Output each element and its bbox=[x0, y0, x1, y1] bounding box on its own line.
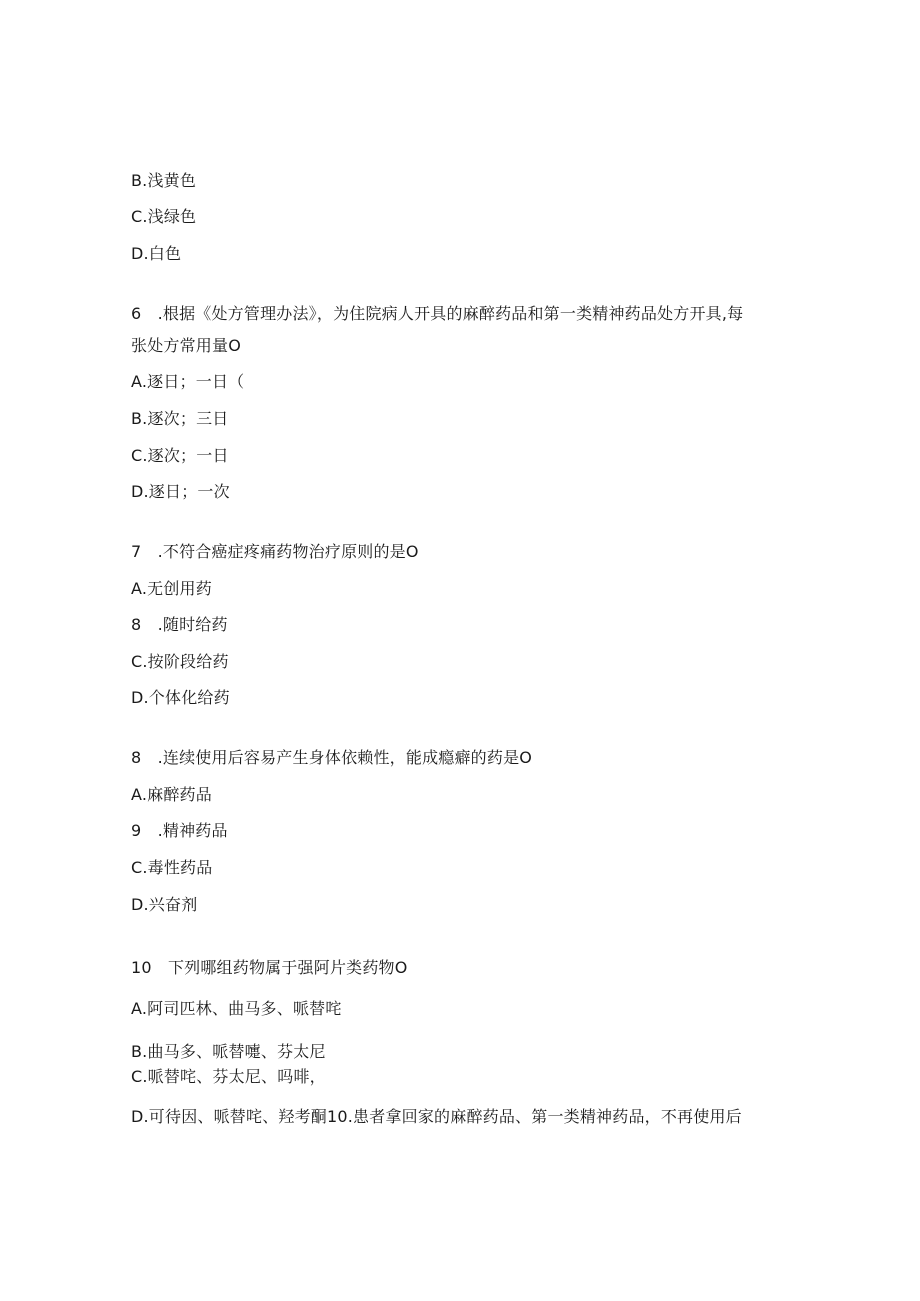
q6-option-c: C.逐次；一日 bbox=[131, 446, 229, 465]
q10-option-a: A.阿司匹林、曲马多、哌替咤 bbox=[131, 999, 342, 1018]
q10-option-b: B.曲马多、哌替嚏、芬太尼 bbox=[131, 1042, 326, 1061]
q7-option-a: A.无创用药 bbox=[131, 579, 212, 598]
q8-option-d: D.兴奋剂 bbox=[131, 895, 198, 914]
q8-option-c: C.毒性药品 bbox=[131, 858, 213, 877]
q7-option-d: D.个体化给药 bbox=[131, 688, 230, 707]
q7-option-c: C.按阶段给药 bbox=[131, 652, 229, 671]
q5-option-d: D.白色 bbox=[131, 244, 182, 263]
q7-option-b: 8 .随时给药 bbox=[131, 615, 228, 634]
q6-stem-line-1: 6 .根据《处方管理办法》，为住院病人开具的麻醉药品和第一类精神药品处方开具,每 bbox=[131, 304, 744, 323]
q5-option-b: B.浅黄色 bbox=[131, 171, 197, 190]
q10-option-c: C.哌替咤、芬太尼、吗啡， bbox=[131, 1067, 326, 1086]
q5-option-c: C.浅绿色 bbox=[131, 207, 197, 226]
q10-stem: 10 下列哪组药物属于强阿片类药物O bbox=[131, 958, 408, 977]
q10-option-d: D.可待因、哌替咤、羟考酮10.患者拿回家的麻醉药品、第一类精神药品，不再使用后 bbox=[131, 1107, 742, 1126]
q7-stem: 7 .不符合癌症疼痛药物治疗原则的是O bbox=[131, 542, 419, 561]
q8-option-b: 9 .精神药品 bbox=[131, 821, 228, 840]
q6-option-b: B.逐次；三日 bbox=[131, 409, 229, 428]
q6-option-d: D.逐日；一次 bbox=[131, 482, 230, 501]
q8-option-a: A.麻醉药品 bbox=[131, 785, 212, 804]
q6-stem-line-2: 张处方常用量O bbox=[131, 336, 241, 355]
q6-option-a: A.逐日；一日（ bbox=[131, 372, 245, 391]
q8-stem: 8 .连续使用后容易产生身体依赖性，能成瘾癖的药是O bbox=[131, 748, 533, 767]
